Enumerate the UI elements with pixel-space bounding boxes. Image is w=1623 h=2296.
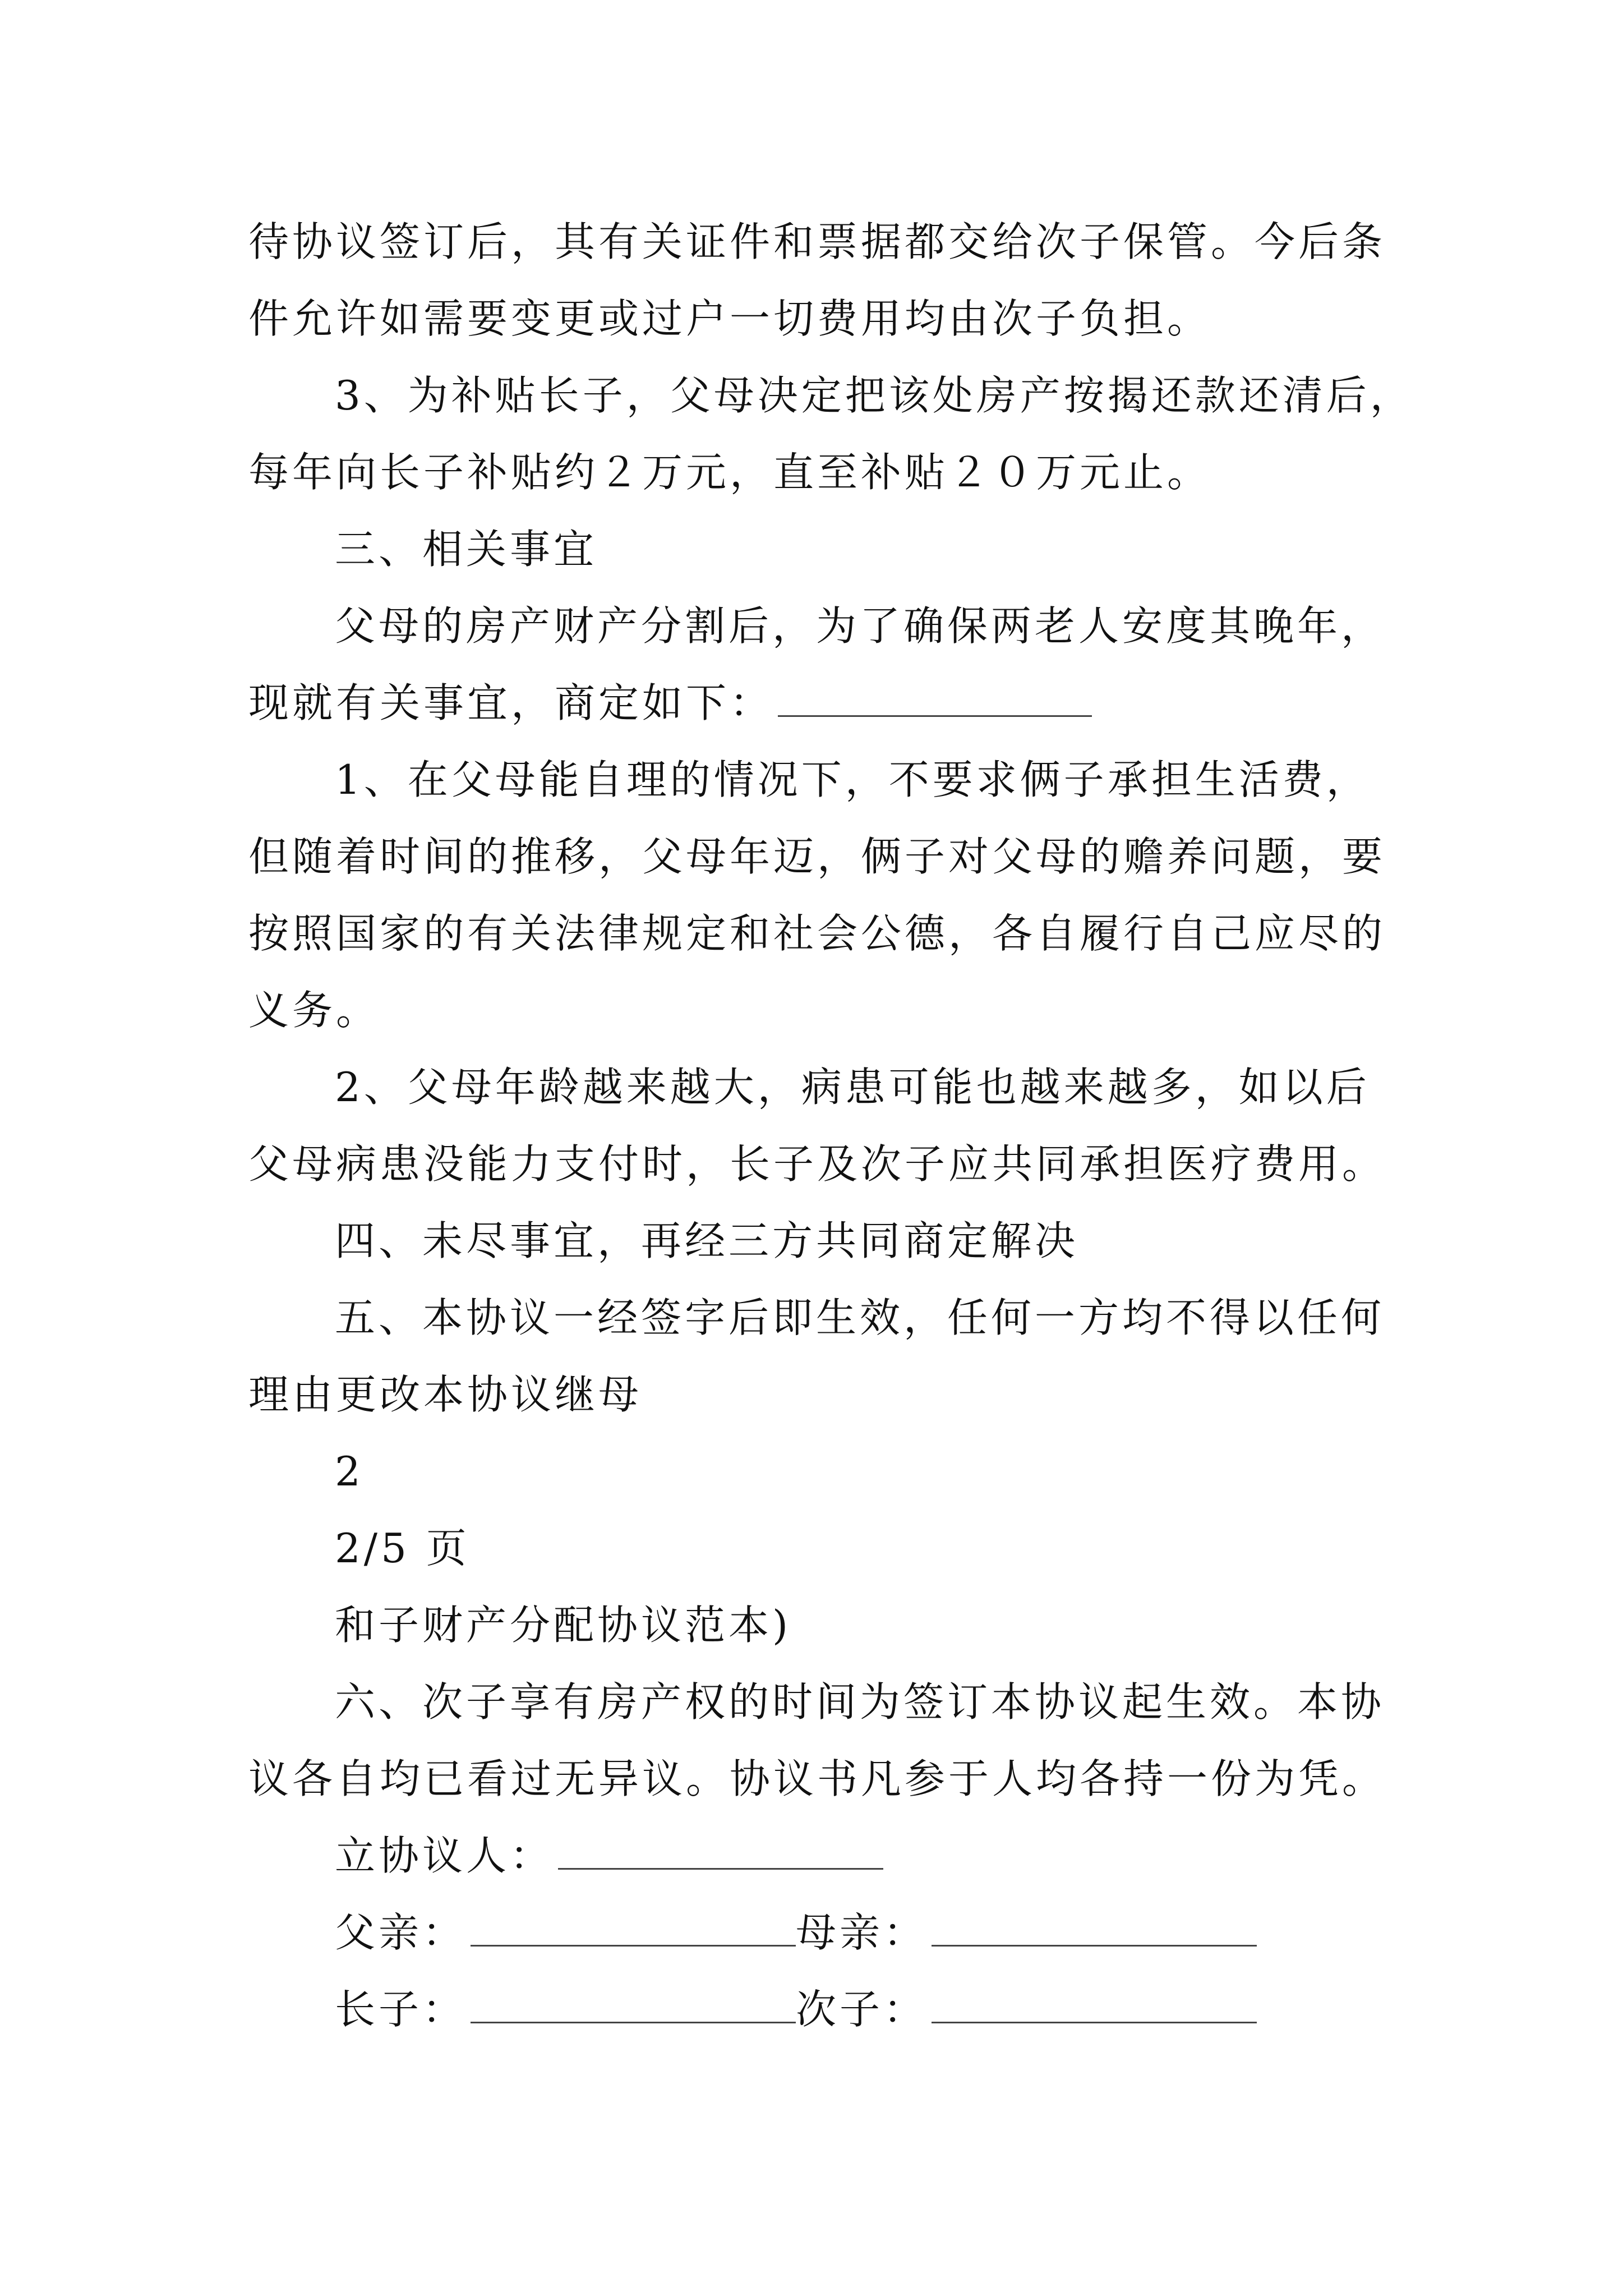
section-heading: 三、相关事宜	[335, 526, 598, 573]
mother-label: 母亲：	[796, 1909, 928, 1956]
text-line: 父母病患没能力支付时，长子及次子应共同承担医疗费用。	[248, 1140, 1386, 1188]
text-line: 3、为补贴长子，父母决定把该处房产按揭还款还清后，	[335, 372, 1414, 419]
section-heading: 四、未尽事宜，再经三方共同商定解决	[335, 1217, 1079, 1264]
text-line: 五、本协议一经签字后即生效，任何一方均不得以任何	[335, 1294, 1385, 1341]
text-line: 按照国家的有关法律规定和社会公德，各自履行自己应尽的	[248, 910, 1386, 957]
text-line: 每年向长子补贴约２万元，直至补贴２０万元止。	[248, 449, 1211, 496]
text-line: 但随着时间的推移，父母年迈，俩子对父母的赡养问题，要	[248, 833, 1386, 880]
text-line: 件允许如需要变更或过户一切费用均由次子负担。	[248, 295, 1211, 342]
text-line-with-blank	[248, 675, 1393, 731]
text-line: 1、在父母能自理的情况下，不要求俩子承担生活费，	[335, 756, 1370, 803]
page-number: 2	[335, 1448, 364, 1495]
signature-party-line	[335, 1828, 1479, 1884]
father-signature-blank	[471, 1906, 796, 1947]
signature-sons-line	[335, 1981, 1479, 2037]
second-son-signature-blank	[932, 1982, 1257, 2023]
fill-in-blank	[778, 676, 1092, 717]
mother-signature-blank	[932, 1906, 1257, 1947]
text-line: 六、次子享有房产权的时间为签订本协议起生效。本协	[335, 1678, 1385, 1726]
signature-parents-line	[335, 1904, 1479, 1961]
page-indicator: 2/5 页	[335, 1525, 470, 1572]
text-line: 2、父母年龄越来越大，病患可能也越来越多，如以后	[335, 1064, 1370, 1111]
text-line: 父母的房产财产分割后，为了确保两老人安度其晚年，	[335, 602, 1385, 650]
text-line: 和子财产分配协议范本)	[335, 1602, 792, 1649]
text-line: 待协议签订后，其有关证件和票据都交给次子保管。今后条	[248, 218, 1386, 265]
eldest-son-label: 长子：	[335, 1986, 467, 2033]
text-line: 现就有关事宜，商定如下：	[248, 679, 774, 726]
father-label: 父亲：	[335, 1909, 467, 1956]
party-signature-blank	[558, 1829, 883, 1870]
eldest-son-signature-blank	[471, 1982, 796, 2023]
text-line: 义务。	[248, 987, 380, 1034]
text-line: 理由更改本协议继母	[248, 1371, 643, 1418]
second-son-label: 次子：	[796, 1986, 928, 2033]
text-line: 议各自均已看过无异议。协议书凡参于人均各持一份为凭。	[248, 1755, 1386, 1802]
party-label: 立协议人：	[335, 1832, 554, 1879]
